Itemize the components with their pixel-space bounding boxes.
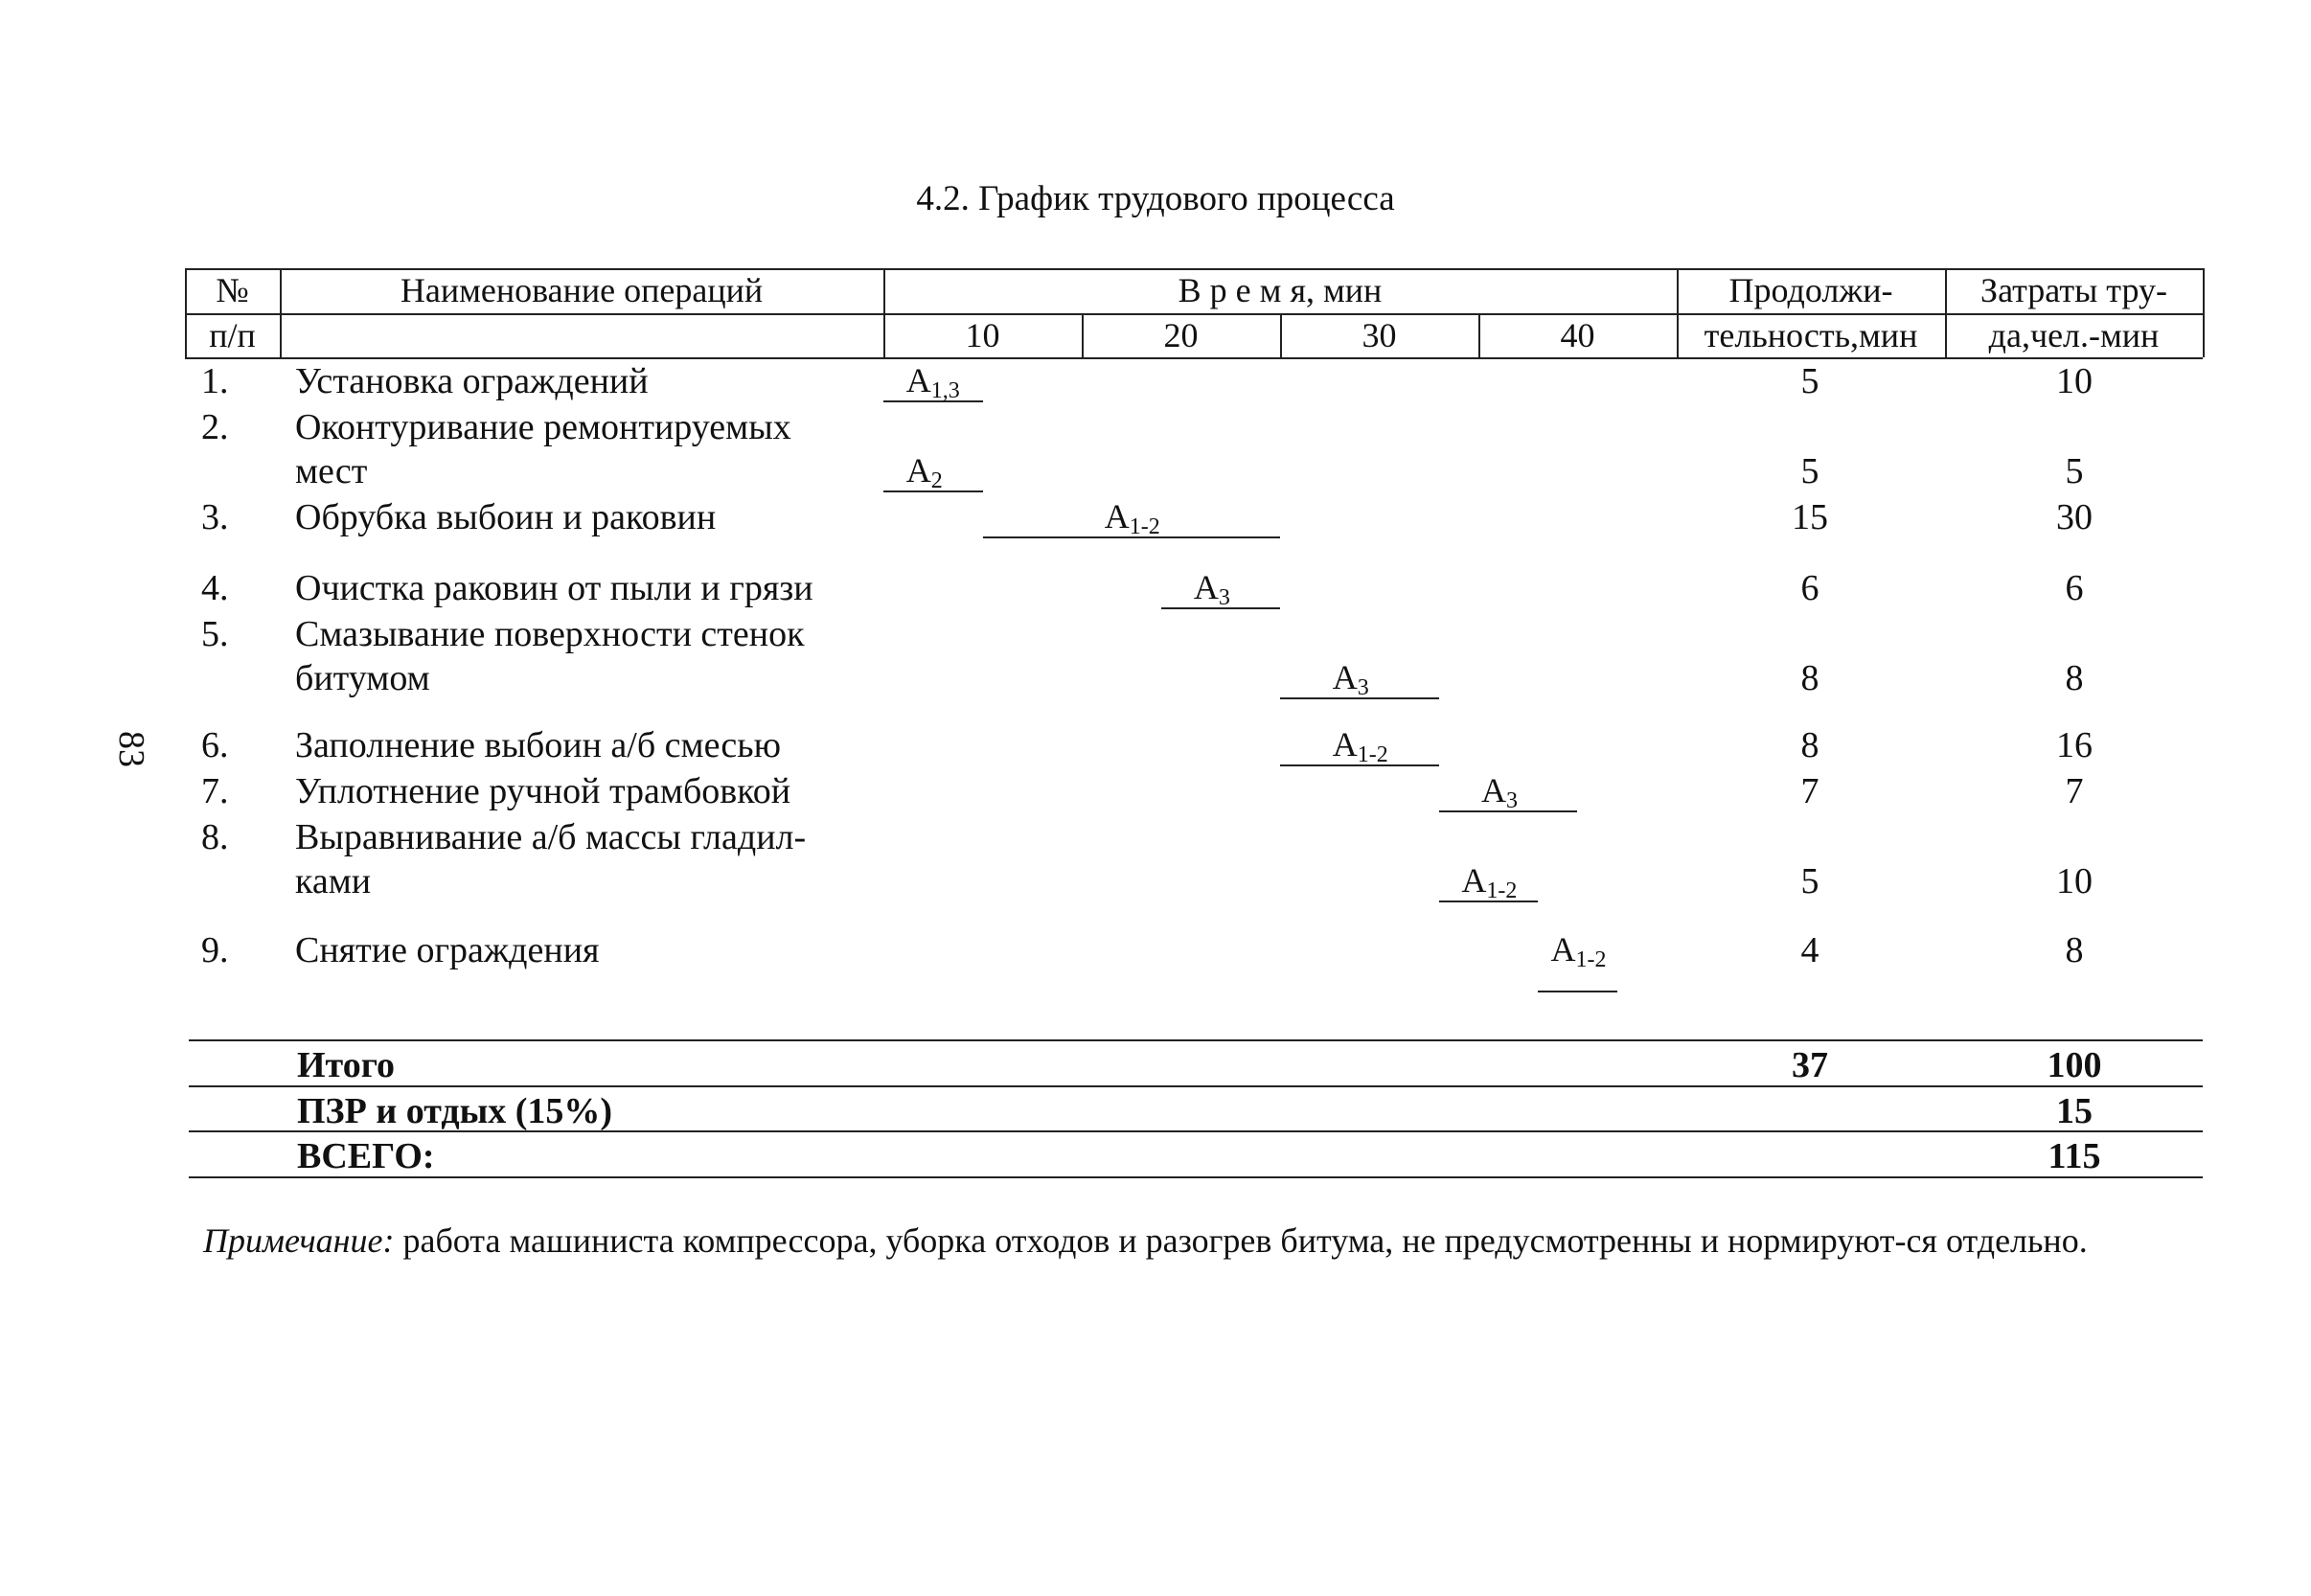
operation-name: Заполнение выбоин а/б смесью [295,725,781,765]
row-number: 9. [201,930,229,970]
worker-label-index: 3 [1218,585,1230,610]
duration-value: 4 [1800,930,1819,970]
footnote [203,1217,2119,1265]
worker-label-index: 3 [1357,675,1369,700]
operation-name: Оконтуривание ремонтируемых [295,407,791,447]
header-labor-bottom: да,чел.-мин [1988,316,2160,354]
duration-value: 15 [1792,497,1828,537]
worker-label [1105,496,1160,540]
row-number: 1. [201,361,229,401]
header-tick-30: 30 [1361,316,1397,354]
duration-value: 5 [1800,451,1819,491]
row-number: 4. [201,568,229,608]
labor-value: 8 [2065,658,2084,698]
row-number: 3. [201,497,229,537]
pzr-label: ПЗР и отдых (15%) [297,1091,613,1131]
worker-label [1333,657,1369,701]
labor-value: 16 [2056,725,2093,765]
row-number: 2. [201,407,229,447]
header-tick-40: 40 [1560,316,1595,354]
row-number: 5. [201,614,229,654]
totals-rule [189,1085,2203,1087]
header-num-top: № [216,271,249,309]
worker-label-index: 1-2 [1357,742,1388,767]
header-labor-top: Затраты тру- [1980,271,2167,309]
operation-name: битумом [295,658,430,698]
header-name: Наименование операций [400,271,764,309]
worker-label [1194,567,1230,611]
operation-name: Выравнивание а/б массы гладил- [295,817,807,857]
operation-name: Снятие ограждения [295,930,600,970]
labor-value: 8 [2065,930,2084,970]
duration-value: 5 [1800,361,1819,401]
worker-label-letter: А [1104,497,1130,536]
duration-value: 7 [1800,771,1819,811]
worker-label [1333,724,1388,768]
row-number: 6. [201,725,229,765]
labor-value: 6 [2065,568,2084,608]
labor-value: 30 [2056,497,2093,537]
worker-label-letter: А [905,361,931,399]
operation-name: ками [295,861,372,901]
itogo-duration: 37 [1792,1045,1828,1085]
vsego-labor: 115 [2048,1136,2101,1176]
header-duration-bottom: тельность,мин [1704,316,1918,354]
worker-label-index: 1-2 [1129,514,1160,539]
header-tick-20: 20 [1163,316,1199,354]
worker-label-letter: А [1550,930,1576,969]
header-duration-top: Продолжи- [1728,271,1893,309]
duration-value: 8 [1800,725,1819,765]
labor-value: 10 [2056,361,2093,401]
labor-value: 10 [2056,861,2093,901]
row-number: 8. [201,817,229,857]
operation-name: Очистка раковин от пыли и грязи [295,568,813,608]
worker-label-index: 1-2 [1486,878,1518,903]
row-number: 7. [201,771,229,811]
worker-label-index: 3 [1506,788,1519,813]
header-divider [2203,268,2205,357]
duration-value: 5 [1800,861,1819,901]
page-number: 83 [111,731,151,767]
totals-rule [189,1130,2203,1132]
worker-label-letter: А [1332,658,1358,696]
worker-label [1551,929,1607,973]
totals-bottom-rule [189,1176,2203,1178]
header-num-bottom: п/п [209,316,256,354]
footnote-prefix: Примечание: [203,1221,395,1260]
operation-name: Уплотнение ручной трамбовкой [295,771,791,811]
worker-label [1481,770,1518,814]
duration-value: 6 [1800,568,1819,608]
worker-label-letter: А [1332,725,1358,764]
labor-value: 7 [2065,771,2084,811]
worker-label [906,360,960,404]
operation-name: мест [295,451,368,491]
page-title: 4.2. График трудового процесса [916,179,1395,218]
duration-value: 8 [1800,658,1819,698]
worker-label-index: 1-2 [1575,947,1607,972]
header-time: В р е м я, мин [1178,271,1383,309]
worker-label-index: 1,3 [930,378,960,403]
worker-label-letter: А [1193,568,1219,606]
header-tick-10: 10 [965,316,1000,354]
vsego-label: ВСЕГО: [297,1136,435,1176]
worker-label [906,450,943,494]
worker-label-letter: А [1461,861,1487,900]
totals-top-rule [189,1039,2203,1041]
itogo-label: Итого [297,1045,396,1085]
worker-label-letter: А [905,451,931,490]
worker-label [1461,860,1517,904]
gantt-bar [1538,991,1617,992]
itogo-labor: 100 [2047,1045,2102,1085]
header-bottom-border [185,357,2203,359]
operation-name: Обрубка выбоин и раковин [295,497,717,537]
labor-value: 5 [2065,451,2084,491]
operation-name: Смазывание поверхности стенок [295,614,805,654]
worker-label-index: 2 [930,468,943,493]
worker-label-letter: А [1481,771,1507,809]
pzr-labor: 15 [2056,1091,2093,1131]
operation-name: Установка ограждений [295,361,649,401]
footnote-text: работа машиниста компрессора, уборка отходов и разогрев битума, не предусмотренны и нормируют-ся отдельно. [402,1221,2088,1260]
